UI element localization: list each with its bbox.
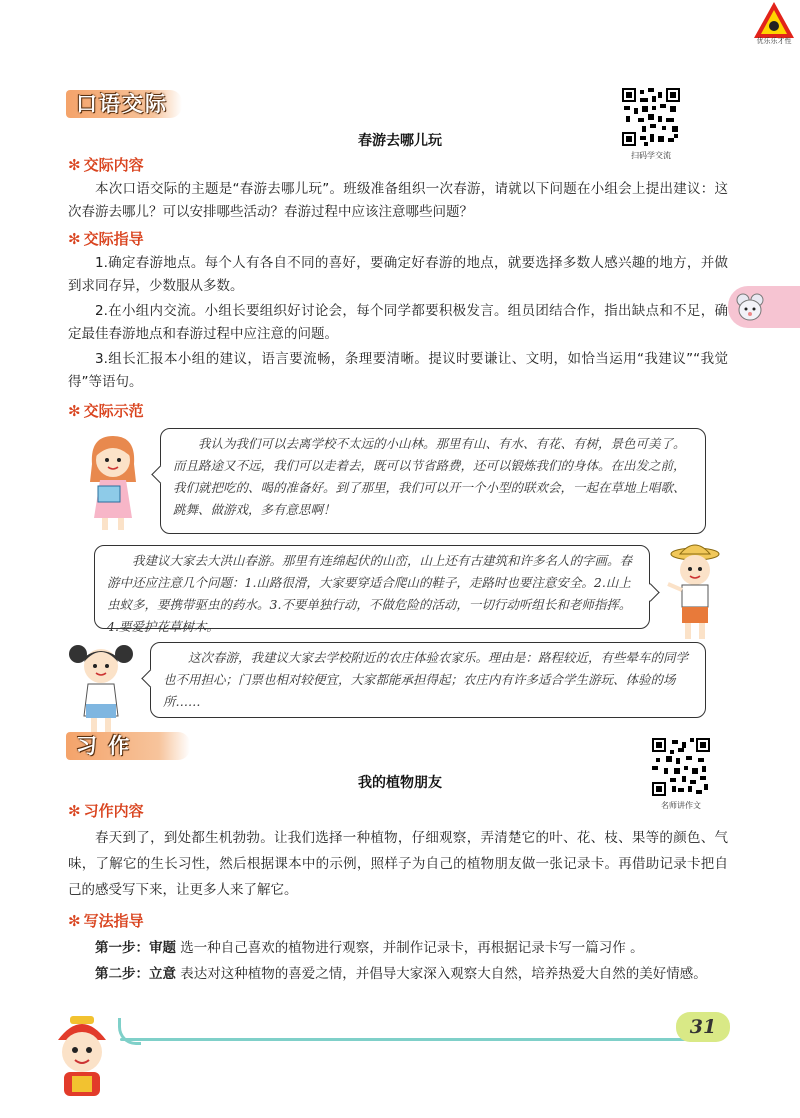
writing-step bbox=[68, 935, 728, 961]
speaking-content-heading: ✻ 交际内容 bbox=[68, 156, 144, 174]
step-text: 表达对这种植物的喜爱之情，并倡导大家深入观察大自然，培养热爱大自然的美好情感。 bbox=[180, 966, 707, 982]
speech-bubble: 我认为我们可以去离学校不太远的小山林。那里有山、有水、有花、有树，景色可美了。而且路途又不远，我们可以走着去，既可以节省路费，还可以锻炼我们的身体。在出发之前，我们就把吃的、喝的准备好。到了那里，我们可以开一个小型的联欢会，一起在草地上唱歌、跳舞、做游戏，多有意思啊！ bbox=[160, 428, 706, 534]
step-label: 第一步：审题 bbox=[95, 940, 176, 956]
step-label: 第二步：立意 bbox=[95, 966, 176, 982]
girl-pigtails-illustration bbox=[66, 638, 136, 742]
qr-caption: 扫码学交流 bbox=[631, 151, 671, 160]
speech-bubble: 我建议大家去大洪山春游。那里有连绵起伏的山峦，山上还有古建筑和许多名人的字画。春游中还应注意几个问题：1.山路很滑，大家要穿适合爬山的鞋子，走路时也要注意安全。2.山上虫蚁多，要携带驱虫的药水。3.不要单独行动，不做危险的活动，一切行动听组长和老师指挥。4.要爱护花草树木。 bbox=[94, 545, 650, 629]
asterisk-icon: ✻ bbox=[68, 912, 81, 930]
speaking-content-text: 本次口语交际的主题是“春游去哪儿玩”。班级准备组织一次春游，请就以下问题在小组会上提出建议：这次春游去哪儿？可以安排哪些活动？春游过程中应该注意哪些问题？ bbox=[68, 181, 728, 220]
step-text: 选一种自己喜欢的植物进行观察，并制作记录卡，再根据记录卡写一篇习作 。 bbox=[180, 940, 644, 956]
speech-bubble: 这次春游，我建议大家去学校附近的农庄体验农家乐。理由是：路程较近，有些晕车的同学也不用担心；门票也相对较便宜，大家都能承担得起；农庄内有许多适合学生游玩、体验的场所…… bbox=[150, 642, 706, 718]
qr-caption: 名师讲作文 bbox=[661, 801, 701, 810]
writing-section-banner: 习 作 bbox=[66, 732, 190, 760]
logo-caption: 优乐乐才性 bbox=[756, 37, 792, 45]
speaking-demo-heading: ✻ 交际示范 bbox=[68, 402, 144, 420]
writing-title: 我的植物朋友 bbox=[358, 775, 442, 791]
writing-content-text: 春天到了，到处都生机勃勃。让我们选择一种植物，仔细观察，弄清楚它的叶、花、枝、果等的颜色、气味，了解它的生长习性，然后根据课本中的示例，照样子为自己的植物朋友做一张记录卡。再借助记录卡把自己的感受写下来，让更多人来了解它。 bbox=[68, 830, 728, 898]
boy-hat-illustration bbox=[660, 540, 730, 644]
speaking-title: 春游去哪儿玩 bbox=[358, 133, 442, 149]
girl-reading-illustration bbox=[78, 430, 148, 534]
speaking-guide-heading: ✻ 交际指导 bbox=[68, 230, 144, 248]
asterisk-icon: ✻ bbox=[68, 402, 81, 420]
footer-line bbox=[120, 1038, 720, 1041]
guide-item: 2.在小组内交流。小组长要组织好讨论会，每个同学都要积极发言。组员团结合作，指出缺点和不足，确定最佳春游地点和春游过程中应注意的问题。 bbox=[68, 303, 728, 342]
writing-method-heading: ✻ 写法指导 bbox=[68, 912, 144, 930]
page-number: 31 bbox=[676, 1012, 730, 1042]
speaking-section-banner: 口语交际 bbox=[66, 90, 182, 118]
asterisk-icon: ✻ bbox=[68, 802, 81, 820]
cartoon-mascot-illustration bbox=[40, 1010, 124, 1102]
writing-step bbox=[68, 961, 728, 987]
side-tab bbox=[728, 286, 800, 328]
guide-item: 3.组长汇报本小组的建议，语言要流畅，条理要清晰。提议时要谦让、文明，如恰当运用“我建议”“我觉得”等语句。 bbox=[68, 351, 728, 390]
mouse-icon bbox=[734, 291, 766, 323]
asterisk-icon: ✻ bbox=[68, 230, 81, 248]
writing-content-heading: ✻ 习作内容 bbox=[68, 802, 144, 820]
asterisk-icon: ✻ bbox=[68, 156, 81, 174]
guide-item: 1.确定春游地点。每个人有各自不同的喜好，要确定好春游的地点，就要选择多数人感兴趣的地方，并做到求同存异，少数服从多数。 bbox=[68, 255, 728, 294]
